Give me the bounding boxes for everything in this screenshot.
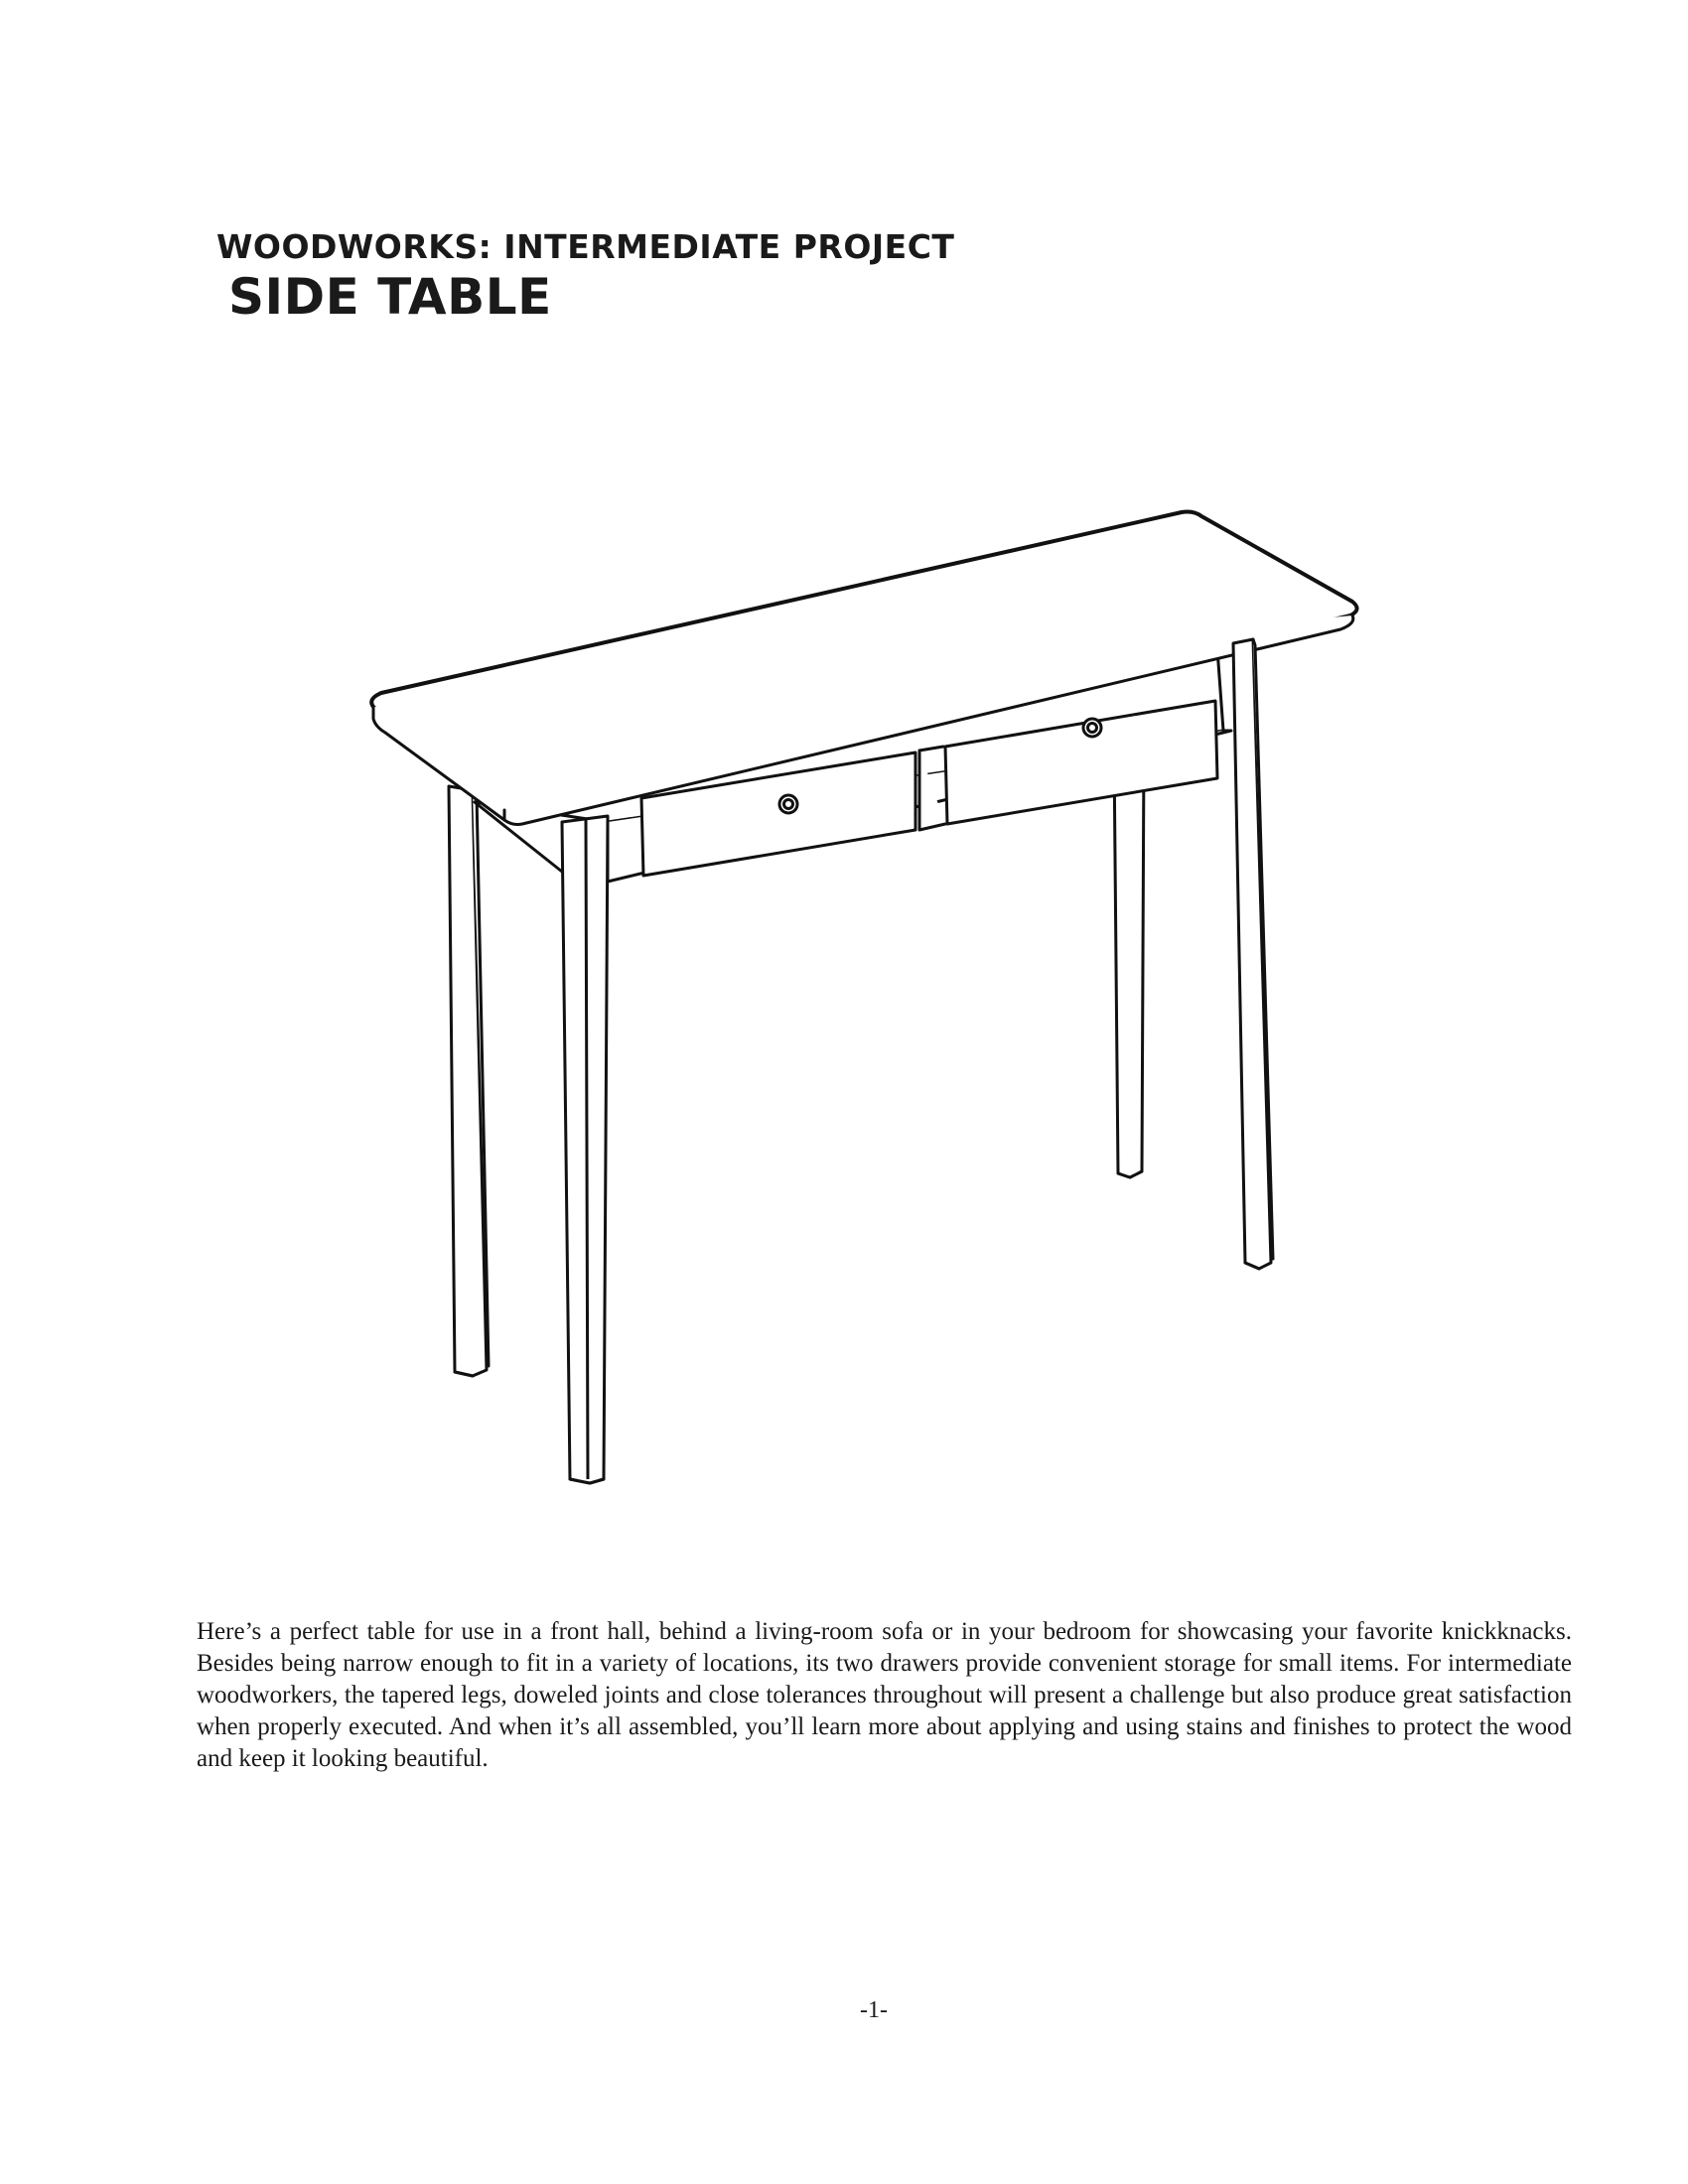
back-right-leg — [1114, 749, 1144, 1177]
project-title: SIDE TABLE — [228, 268, 552, 326]
front-right-leg — [1233, 639, 1273, 1269]
page-header — [216, 228, 1110, 326]
series-title: WOODWORKS: INTERMEDIATE PROJECT — [216, 227, 955, 266]
front-left-leg — [562, 816, 608, 1483]
back-left-leg — [449, 786, 489, 1376]
project-description: Here’s a perfect table for use in a front hall, behind a living-room sofa or in your bedroom for showcasing your favorite knickknacks. Besides being narrow enough to fit in a variety of locations, its two drawers provide convenient storage for small items. For intermediate woodworkers, the tapered legs, doweled joints and close tolerances throughout will present a challenge but also produce great satisfaction when properly executed. And when it’s all assembled, you’ll learn more about applying and using stains and finishes to protect the wood and keep it looking beautiful. — [197, 1618, 1572, 1772]
page-number: -1- — [860, 1997, 888, 2023]
side-table-illustration — [357, 501, 1370, 1504]
